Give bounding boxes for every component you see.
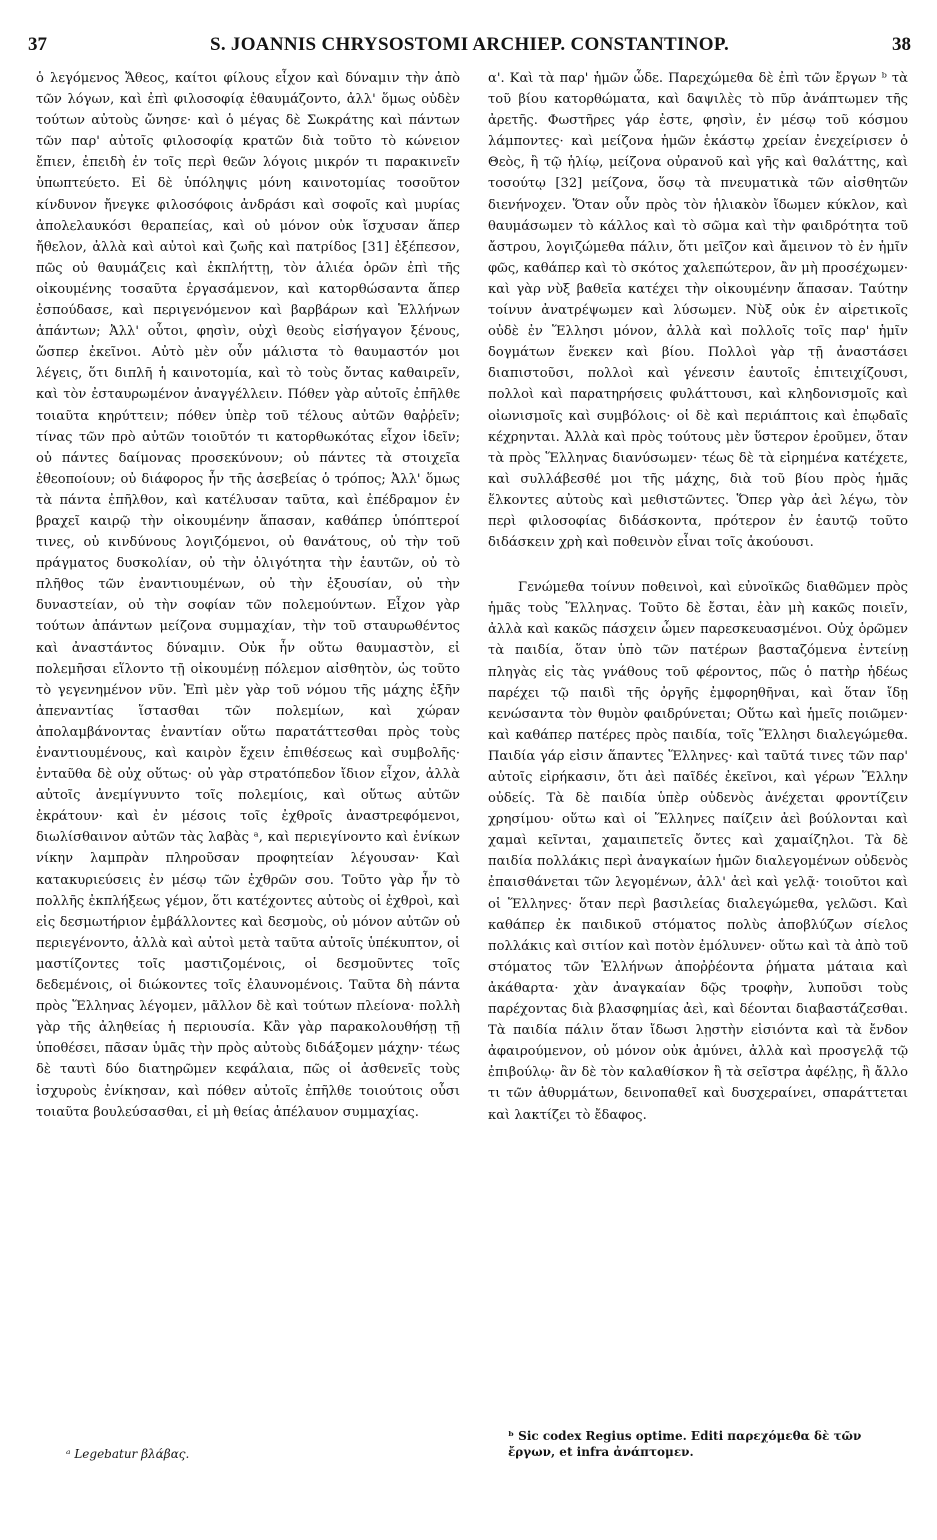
left-column (36, 68, 460, 1123)
right-column-paragraph-1: α'. Καὶ τὰ παρ' ἡμῶν ὧδε. Παρεχώμεθα δὲ ἐπὶ τῶν ἔργων ᵇ τὰ τοῦ βίου κατορθώματα, καὶ δαψιλὲς τὸ πῦρ ἀνάπτωμεν τῆς ἀρετῆς. Φωστῆρες γάρ ἐστε, φησὶν, ἐν μέσῳ τοῦ κόσμου λάμποντες· καὶ μείζονα ἡμῶν ἑκάστῳ χρείαν ἐνεχείρισεν ὁ Θεὸς, ἢ τῷ ἡλίῳ, μείζονα οὐρανοῦ καὶ γῆς καὶ θαλάττης, καὶ τοσούτῳ [32] μείζονα, ὅσῳ τὰ πνευματικὰ τῶν αἰσθητῶν διενήνοχεν. Ὅταν οὖν πρὸς τὸν ἡλιακὸν ἴδωμεν κύκλον, καὶ θαυμάσωμεν τὸ κάλλος καὶ τὸ σῶμα καὶ τὴν φαιδρότητα τοῦ ἄστρου, λογιζώμεθα πάλιν, ὅτι μεῖζον καὶ ἄμεινον τὸ ἐν ἡμῖν φῶς, καθάπερ καὶ τὸ σκότος χαλεπώτερον, ἂν μὴ προσέχωμεν· καὶ γὰρ νὺξ βαθεῖα κατέχει τὴν οἰκουμένην ἅπασαν. Ταύτην τοίνυν ἀνατρέψωμεν καὶ λύσωμεν. Νὺξ οὐκ ἐν αἱρετικοῖς οὐδὲ ἐν Ἕλλησι μόνον, ἀλλὰ καὶ πολλοῖς τοῖς παρ' ἡμῖν δογμάτων ἕνεκεν καὶ βίου. Πολλοὶ γὰρ τῇ ἀναστάσει διαπιστοῦσι, πολλοὶ καὶ γένεσιν ἑαυτοῖς ἐπιτειχίζουσι, πολλοὶ καὶ παρατηρήσεις φυλάττουσι, καὶ κληδονισμοῖς καὶ οἰωνισμοῖς καὶ συμβόλοις· οἱ δὲ καὶ περιάπτοις καὶ ἐπῳδαῖς κέχρηνται. Ἀλλὰ καὶ πρὸς τούτους μὲν ὕστερον ἐροῦμεν, ὅταν τὰ πρὸς Ἕλληνας διανύσωμεν· τέως δὲ τὰ εἰρημένα κατέχετε, καὶ συλλάβεσθέ μοι τῆς μάχης, διὰ τοῦ βίου πρὸς ἡμᾶς ἕλκοντες αὐτοὺς καὶ μεθιστῶντες. Ὅπερ γὰρ ἀεὶ λέγω, τὸν περὶ φιλοσοφίας διδάσκοντα, πρότερον ἐν ἑαυτῷ τοῦτο διδάσκειν χρὴ καὶ ποθεινὸν εἶναι τοῖς ἀκούουσι. (488, 71, 908, 551)
running-header (28, 34, 911, 64)
footnote-b: ᵇ Sic codex Regius optime. Editi παρεχόμεθα δὲ τῶν ἔργων, et infra ἀνάπτομεν. (508, 1429, 862, 1459)
right-column (488, 68, 908, 1126)
footnote-a: ᵃ Legebatur βλάβας. (66, 1447, 190, 1461)
page-number-right: 38 (892, 34, 911, 55)
page-number-left: 37 (28, 34, 47, 55)
left-column-paragraph: ὁ λεγόμενος Ἄθεος, καίτοι φίλους εἶχον καὶ δύναμιν τὴν ἀπὸ τῶν λόγων, καὶ ἐπὶ φιλοσοφίᾳ ἐθαυμάζοντο, ἀλλ' ὅμως οὐδὲν τούτων αὐτοὺς ὤνησε· καὶ ὁ μέγας δὲ Σωκράτης καὶ πάντων τῶν παρ' αὐτοῖς φιλοσοφίᾳ κρατῶν διὰ τοῦτο τὸ κώνειον ἔπιεν, ἐπειδὴ ἐν τοῖς περὶ θεῶν λόγοις μικρόν τι παρακινεῖν ὑπωπτεύετο. Εἰ δὲ ὑπόληψις μόνη καινοτομίας τοσοῦτον κίνδυνον ἤνεγκε φιλοσόφοις ἀνδράσι καὶ σοφοῖς καὶ μυρίας ἀπολελαυκόσι θεραπείας, καὶ οὐ μόνον οὐκ ἴσχυσαν ἅπερ ἤθελον, ἀλλὰ καὶ αὐτοὶ καὶ ζωῆς καὶ πατρίδος [31] ἐξέπεσον, πῶς οὐ θαυμάζεις καὶ ἐκπλήττῃ, τὸν ἁλιέα ὁρῶν ἐπὶ τῆς οἰκουμένης τοσαῦτα ἐργασάμενον, καὶ κατορθώσαντα ἅπερ ἐσπούδασε, καὶ περιγενόμενον καὶ βαρβάρων καὶ Ἑλλήνων ἁπάντων; Ἀλλ' οὗτοι, φησὶν, οὐχὶ θεοὺς εἰσήγαγον ξένους, ὥσπερ ἐκεῖνοι. Αὐτὸ μὲν οὖν μάλιστα τὸ θαυμαστόν μοι λέγεις, ὅτι διπλῆ ἡ καινοτομία, καὶ τὸ τοὺς ὄντας καθαιρεῖν, καὶ τὸν ἐσταυρωμένον ἀναγγέλλειν. Πόθεν γὰρ αὐτοῖς ἐπῆλθε τοιαῦτα κηρύττειν; πόθεν ὑπὲρ τοῦ τέλους αὐτῶν θαῤῥεῖν; τίνας τῶν πρὸ αὐτῶν τοιοῦτόν τι κατορθωκότας εἶχον ἰδεῖν; οὐ πάντες δαίμονας προσεκύνουν; οὐ πάντες τὰ στοιχεῖα ἐθεοποίουν; οὐ διάφορος ἦν τῆς ἀσεβείας ὁ τρόπος; Ἀλλ' ὅμως τὰ πάντα ἐπῆλθον, καὶ κατέλυσαν ταῦτα, καὶ ἐπέδραμον ἐν βραχεῖ καιρῷ τὴν οἰκουμένην ἅπασαν, καθάπερ ὑπόπτεροί τινες, οὐ κινδύνους λογιζόμενοι, οὐ θανάτους, οὐ τὴν τοῦ πράγματος δυσκολίαν, οὐ τὴν ὀλιγότητα τὴν ἑαυτῶν, οὐ τὸ πλῆθος τῶν ἐναντιουμένων, οὐ τὴν ἐξουσίαν, οὐ τὴν δυναστείαν, οὐ τὴν σοφίαν τῶν πολεμούντων. Εἶχον γὰρ τούτων ἁπάντων μείζονα συμμαχίαν, τὴν τοῦ σταυρωθέντος καὶ ἀναστάντος δύναμιν. Οὐκ ἦν οὕτω θαυμαστὸν, εἰ πολεμῆσαι εἵλοντο τῇ οἰκουμένῃ πόλεμον αἰσθητὸν, ὡς τοῦτο τὸ γεγενημένον νῦν. Ἐπὶ μὲν γὰρ τοῦ νόμου τῆς μάχης ἐξῆν ἀπεναντίας ἵστασθαι τῶν πολεμίων, καὶ χώραν ἀπολαμβάνοντας ἐναντίαν οὕτω παρατάττεσθαι πρὸς τοὺς ἐναντιουμένους, καὶ καιρὸν ἔχειν ἐπιθέσεως καὶ συμβολῆς· ἐνταῦθα δὲ οὐχ οὕτως· οὐ γὰρ στρατόπεδον ἴδιον εἶχον, ἀλλὰ αὐτοῖς ἀνεμίγνυντο τοῖς πολεμίοις, καὶ οὕτως αὐτῶν ἐκράτουν· καὶ ἐν μέσοις τοῖς ἐχθροῖς ἀναστρεφόμενοι, διωλίσθαινον αὐτῶν τὰς λαβὰς ᵃ, καὶ περιεγίνοντο καὶ ἐνίκων νίκην λαμπρὰν πληροῦσαν προφητείαν λέγουσαν· Καὶ κατακυριεύσεις ἐν μέσῳ τῶν ἐχθρῶν σου. Τοῦτο γὰρ ἦν τὸ πολλῆς ἐκπλήξεως γέμον, ὅτι κατέχοντες αὐτοὺς οἱ ἐχθροὶ, καὶ εἰς δεσμωτήριον ἐμβάλλοντες καὶ δεσμοὺς, οὐ μόνον αὐτῶν οὐ περιεγένοντο, ἀλλὰ καὶ αὐτοὶ μετὰ ταῦτα αὐτοῖς ὑπέκυπτον, οἱ μαστίζοντες τοῖς μαστιζομένοις, οἱ δεσμοῦντες τοῖς δεδεμένοις, οἱ διώκοντες τοῖς ἐλαυνομένοις. Ταῦτα δὴ πάντα πρὸς Ἕλληνας λέγομεν, μᾶλλον δὲ καὶ τούτων πλείονα· πολλὴ γὰρ τῆς ἀληθείας ἡ περιουσία. Κἂν γὰρ παρακολουθήσῃ τῇ ὑποθέσει, πᾶσαν ὑμᾶς τὴν πρὸς αὐτοὺς διδάξομεν μάχην· τέως δὲ ταυτὶ δύο διατηρῶμεν κεφάλαια, πῶς οἱ ἀσθενεῖς τοὺς ἰσχυροὺς ἐνίκησαν, καὶ πόθεν αὐτοῖς ἐπῆλθε τοιούτοις οὖσι τοιαῦτα βουλεύσασθαι, εἰ μὴ θείας ἀπέλαυον συμμαχίας. (36, 71, 460, 1120)
running-title: S. JOANNIS CHRYSOSTOMI ARCHIEP. CONSTANTINOP. (209, 34, 730, 55)
right-column-paragraph-2: Γενώμεθα τοίνυν ποθεινοὶ, καὶ εὐνοϊκῶς διαθῶμεν πρὸς ἡμᾶς τοὺς Ἕλληνας. Τοῦτο δὲ ἔσται, ἐὰν μὴ κακῶς ποιεῖν, ἀλλὰ καὶ κακῶς πάσχειν ὦμεν παρεσκευασμένοι. Οὐχ ὁρῶμεν τὰ παιδία, ὅταν ὑπὸ τῶν πατέρων βασταζόμενα ἐντείνῃ πληγὰς εἰς τὰς γνάθους τοῦ φέροντος, πῶς ὁ πατὴρ ἡδέως παρέχει τῷ παιδὶ τῆς ὀργῆς ἐμφορηθῆναι, καὶ ὅταν ἴδῃ κενώσαντα τὸν θυμὸν φαιδρύνεται; Οὕτω καὶ ἡμεῖς ποιῶμεν· καὶ καθάπερ πατέρες πρὸς παιδία, τοῖς Ἕλλησι διαλεγώμεθα. Παιδία γάρ εἰσιν ἅπαντες Ἕλληνες· καὶ ταῦτά τινες τῶν παρ' αὐτοῖς εἰρήκασιν, ὅτι ἀεὶ παῖδές ἐκεῖνοι, καὶ γέρων Ἕλλην οὐδείς. Τὰ δὲ παιδία ὑπὲρ οὐδενὸς ἀνέχεται φροντίζειν χρησίμου· οὕτω καὶ οἱ Ἕλληνες παίζειν ἀεὶ βούλονται καὶ χαμαὶ κεῖνται, χαμαιπετεῖς ὄντες καὶ χαμαίζηλοι. Τὰ δὲ παιδία πολλάκις περὶ ἀναγκαίων ἡμῶν διαλεγομένων οὐδενὸς ἐπαισθάνεται τῶν λεγομένων, ἀλλ' ἀεὶ καὶ γελᾷ· τοιοῦτοι καὶ οἱ Ἕλληνες· ὅταν περὶ βασιλείας διαλεγώμεθα, γελῶσι. Καὶ καθάπερ ἐκ παιδικοῦ στόματος πολὺς ἀποβλύζων σίελος πολλάκις καὶ σιτίον καὶ ποτὸν ἐμόλυνεν· οὕτω καὶ τὰ ἀπὸ τοῦ στόματος τῶν Ἑλλήνων ἀποῤῥέοντα ῥήματα μάταια καὶ ἀκάθαρτα· χὰν ἀναγκαίαν δῷς τροφὴν, λυποῦσι τοὺς παρέχοντας διὰ βλασφημίας ἀεὶ, καὶ δέονται διαβαστάζεσθαι. Τὰ παιδία πάλιν ὅταν ἴδωσι λῃστὴν εἰσιόντα καὶ τὰ ἔνδον ἀφαιρούμενον, οὐ μόνον οὐκ ἀμύνει, ἀλλὰ καὶ προσγελᾷ τῷ ἐπιβούλῳ· ἂν δὲ τὸν καλαθίσκον ἢ τὰ σεῖστρα ἀφέλῃς, ἢ ἄλλο τι τῶν ἀθυρμάτων, δεινοπαθεῖ καὶ δυσχεραίνει, σπαράττεται καὶ λακτίζει τὸ ἔδαφος. (488, 580, 908, 1123)
